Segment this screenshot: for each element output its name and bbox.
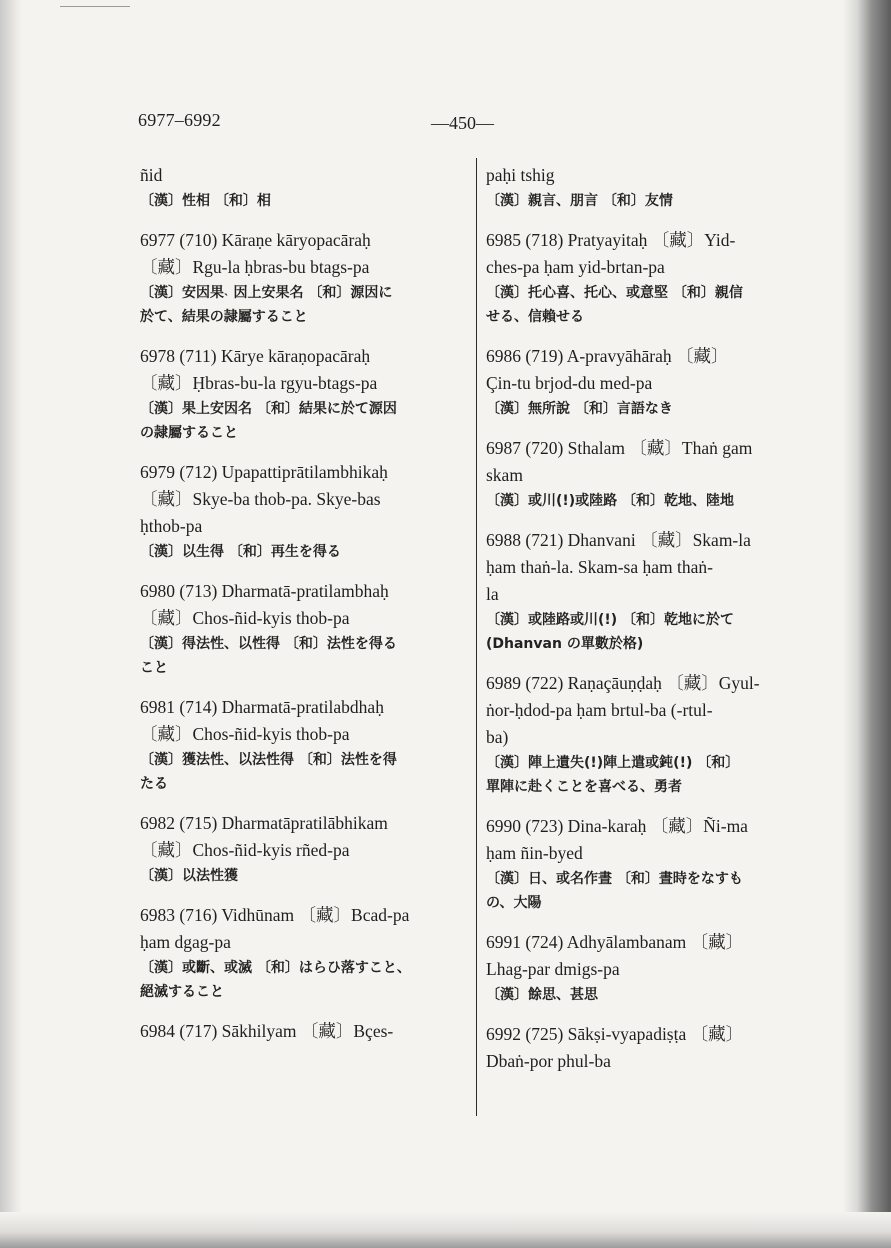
entry-translation-line: こと bbox=[140, 660, 168, 676]
entry-line: 6981 (714) Dharmatā-pratilabdhaḥ bbox=[140, 697, 384, 717]
dictionary-entry-6984c bbox=[486, 162, 814, 213]
dictionary-entry-6982 bbox=[140, 810, 468, 888]
dictionary-entry-6985 bbox=[486, 227, 814, 329]
entry-line: 〔藏〕Chos-ñid-kyis thob-pa bbox=[140, 608, 350, 628]
entry-line: la bbox=[486, 584, 499, 604]
entry-line: ba) bbox=[486, 727, 509, 747]
entry-translation-line: 〔漢〕托心喜、托心、或意堅 〔和〕親信 bbox=[486, 285, 743, 301]
entry-line: 6984 (717) Sākhilyam 〔藏〕Bçes- bbox=[140, 1021, 394, 1041]
column-divider bbox=[476, 158, 477, 1116]
left-column bbox=[140, 162, 468, 1059]
dictionary-entry-6991 bbox=[486, 929, 814, 1007]
entry-translation-line: 〔漢〕以法性獲 bbox=[140, 868, 238, 884]
entry-translation-line: 於て、結果の隷屬すること bbox=[140, 309, 308, 325]
page-number: —450— bbox=[431, 113, 494, 133]
entry-line: paḥi tshig bbox=[486, 165, 555, 185]
entry-translation-line: の隷屬すること bbox=[140, 425, 238, 441]
entry-line: ḥam thaṅ-la. Skam-sa ḥam thaṅ- bbox=[486, 557, 713, 577]
dictionary-entry-6983 bbox=[140, 902, 468, 1004]
dictionary-entry-6992 bbox=[486, 1021, 814, 1075]
dictionary-entry-6989 bbox=[486, 670, 814, 799]
dictionary-entry-6978 bbox=[140, 343, 468, 445]
entry-line: ches-pa ḥam yid-brtan-pa bbox=[486, 257, 665, 277]
entry-line: 〔藏〕Chos-ñid-kyis rñed-pa bbox=[140, 840, 350, 860]
entry-line: 6985 (718) Pratyayitaḥ 〔藏〕Yid- bbox=[486, 230, 736, 250]
entry-line: 6979 (712) Upapattiprātilambhikaḥ bbox=[140, 462, 388, 482]
entry-translation-line: 〔漢〕無所說 〔和〕言語なき bbox=[486, 401, 673, 417]
entry-line: 6991 (724) Adhyālambanam 〔藏〕 bbox=[486, 932, 744, 952]
entry-translation-line: 〔漢〕餘思、甚思 bbox=[486, 987, 598, 1003]
dictionary-entry-6981 bbox=[140, 694, 468, 796]
entry-line: 6989 (722) Raṇaçāuṇḍaḥ 〔藏〕Gyul- bbox=[486, 673, 760, 693]
entry-translation-line: せる、信賴せる bbox=[486, 309, 584, 325]
entry-translation-line: たる bbox=[140, 776, 168, 792]
entry-translation-line: 〔漢〕或斷、或滅 〔和〕はらひ落すこと、 bbox=[140, 960, 411, 976]
entry-line: ḥam dgag-pa bbox=[140, 932, 231, 952]
scan-bottom-edge bbox=[0, 1212, 891, 1248]
entry-line: 〔藏〕Chos-ñid-kyis thob-pa bbox=[140, 724, 350, 744]
entry-translation-line: 單陣に赴くことを喜べる、勇者 bbox=[486, 779, 682, 795]
entry-line: Dbaṅ-por phul-ba bbox=[486, 1051, 611, 1071]
right-column bbox=[486, 162, 814, 1089]
entry-translation-line: 〔漢〕親言、朋言 〔和〕友情 bbox=[486, 193, 673, 209]
entry-line: 6988 (721) Dhanvani 〔藏〕Skam-la bbox=[486, 530, 751, 550]
entry-range-header: 6977–6992 bbox=[138, 110, 221, 130]
dictionary-entry-6979 bbox=[140, 459, 468, 564]
entry-translation-line: 〔漢〕以生得 〔和〕再生を得る bbox=[140, 544, 341, 560]
entry-translation-line: の、大陽 bbox=[486, 895, 542, 911]
entry-line: 6977 (710) Kāraṇe kāryopacāraḥ bbox=[140, 230, 371, 250]
dictionary-entry-6990 bbox=[486, 813, 814, 915]
entry-translation-line: 〔漢〕或陸路或川(!) 〔和〕乾地に於て bbox=[486, 612, 735, 628]
entry-translation-line: 〔漢〕性相 〔和〕相 bbox=[140, 193, 271, 209]
scan-right-edge bbox=[843, 0, 891, 1248]
entry-line: 6992 (725) Sākṣi-vyapadiṣṭa 〔藏〕 bbox=[486, 1024, 744, 1044]
entry-line: ñid bbox=[140, 165, 163, 185]
dictionary-entry-6977 bbox=[140, 227, 468, 329]
dictionary-entry-6986 bbox=[486, 343, 814, 421]
entry-line: Çin-tu brjod-du med-pa bbox=[486, 373, 653, 393]
entry-line: 6983 (716) Vidhūnam 〔藏〕Bcad-pa bbox=[140, 905, 410, 925]
dictionary-entry-6984 bbox=[140, 1018, 468, 1045]
entry-translation-line: 絕滅すること bbox=[140, 984, 224, 1000]
dictionary-entry-6987 bbox=[486, 435, 814, 513]
entry-translation-line: 〔漢〕安因果˴ 因上安果名 〔和〕源因に bbox=[140, 285, 393, 301]
entry-line: 6990 (723) Dina-karaḥ 〔藏〕Ñi-ma bbox=[486, 816, 748, 836]
scan-left-edge bbox=[0, 0, 22, 1248]
entry-line: ḥam ñin-byed bbox=[486, 843, 583, 863]
dictionary-entry-nid bbox=[140, 162, 468, 213]
dictionary-entry-6980 bbox=[140, 578, 468, 680]
entry-line: 〔藏〕Ḥbras-bu-la rgyu-btags-pa bbox=[140, 373, 378, 393]
entry-translation-line: 〔漢〕得法性、以性得 〔和〕法性を得る bbox=[140, 636, 397, 652]
entry-translation-line: 〔漢〕日、或名作晝 〔和〕晝時をなすも bbox=[486, 871, 743, 887]
entry-translation-line: 〔漢〕獲法性、以法性得 〔和〕法性を得 bbox=[140, 752, 397, 768]
entry-line: 6982 (715) Dharmatāpratilābhikam bbox=[140, 813, 388, 833]
entry-line: skam bbox=[486, 465, 523, 485]
entry-line: Lhag-par dmigs-pa bbox=[486, 959, 620, 979]
entry-line: ṅor-ḥdod-pa ḥam brtul-ba (-rtul- bbox=[486, 700, 713, 720]
entry-translation-line: 〔漢〕果上安因名 〔和〕結果に於て源因 bbox=[140, 401, 397, 417]
entry-line: 6980 (713) Dharmatā-pratilambhaḥ bbox=[140, 581, 389, 601]
entry-line: 〔藏〕Skye-ba thob-pa. Skye-bas bbox=[140, 489, 381, 509]
entry-line: 〔藏〕Rgu-la ḥbras-bu btags-pa bbox=[140, 257, 370, 277]
entry-translation-line: (Dhanvan の單數於格) bbox=[486, 636, 644, 652]
entry-line: 6986 (719) A-pravyāhāraḥ 〔藏〕 bbox=[486, 346, 729, 366]
entry-line: ḥthob-pa bbox=[140, 516, 203, 536]
entry-translation-line: 〔漢〕陣上遺失(!)陣上遣或鈍(!) 〔和〕 bbox=[486, 755, 740, 771]
entry-translation-line: 〔漢〕或川(!)或陸路 〔和〕乾地、陸地 bbox=[486, 493, 735, 509]
scan-top-mark bbox=[60, 6, 130, 7]
dictionary-entry-6988 bbox=[486, 527, 814, 656]
entry-line: 6987 (720) Sthalam 〔藏〕Thaṅ gam bbox=[486, 438, 753, 458]
entry-line: 6978 (711) Kārye kāraṇopacāraḥ bbox=[140, 346, 371, 366]
